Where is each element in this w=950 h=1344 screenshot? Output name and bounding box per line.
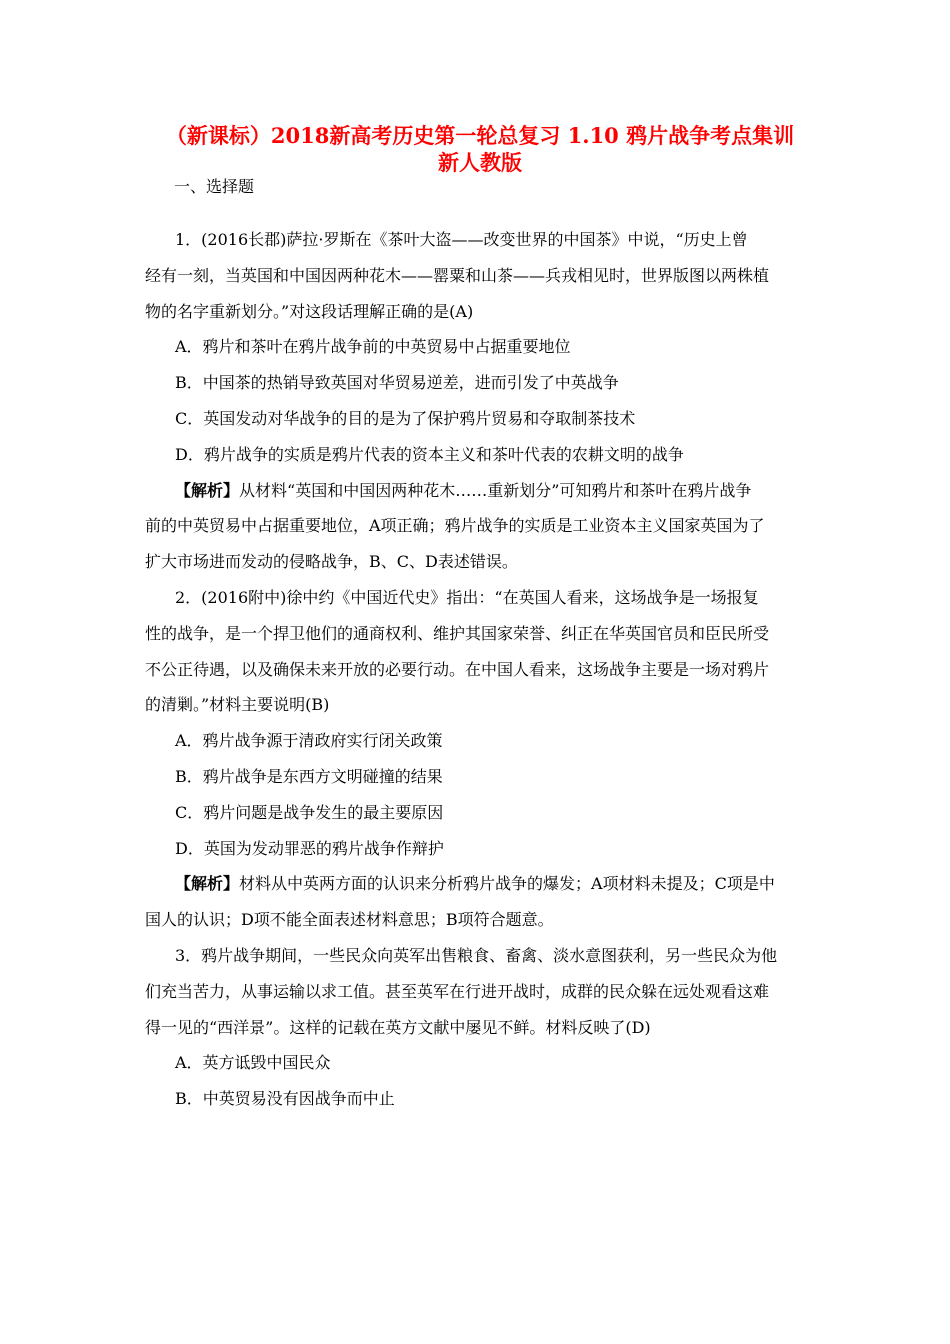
text-line [175, 872, 775, 896]
line-text: 的清剿。”材料主要说明(B) [145, 695, 330, 715]
text-line [175, 586, 759, 610]
line-text: 经有一刻，当英国和中国因两种花木——罂粟和山茶——兵戎相见时，世界版图以两株植 [145, 265, 770, 285]
text-line [175, 443, 684, 467]
line-text: A．英方诋毁中国民众 [175, 1053, 331, 1073]
line-text: 从材料“英国和中国因两种花木……重新划分”可知鸦片和茶叶在鸦片战争 [239, 480, 752, 500]
text-line [145, 908, 554, 932]
line-text: B．鸦片战争是东西方文明碰撞的结果 [175, 767, 443, 786]
text-line [175, 765, 443, 789]
text-line [145, 658, 769, 682]
document-title-line1: （新课标）2018新高考历史第一轮总复习 1.10 鸦片战争考点集训 [165, 123, 795, 148]
text-line [175, 228, 748, 252]
line-text: 物的名字重新划分。”对这段话理解正确的是(A) [145, 301, 474, 321]
line-text: D．鸦片战争的实质是鸦片代表的资本主义和茶叶代表的农耕文明的战争 [175, 444, 684, 464]
line-text: C．鸦片问题是战争发生的最主要原因 [175, 802, 444, 822]
line-text: 材料从中英两方面的认识来分析鸦片战争的爆发；A项材料未提及；C项是中 [239, 874, 775, 894]
text-line [145, 980, 769, 1004]
section-heading: 一、选择题 [174, 177, 255, 196]
line-text: 得一见的“西洋景”。这样的记载在英方文献中屡见不鲜。材料反映了(D) [145, 1017, 651, 1037]
text-line [145, 622, 769, 646]
text-line [175, 1051, 331, 1075]
text-line [145, 264, 769, 288]
line-text: 前的中英贸易中占据重要地位，A项正确；鸦片战争的实质是工业资本主义国家英国为了 [145, 516, 765, 536]
text-line [175, 729, 443, 753]
document-title-line2: 新人教版 [438, 150, 522, 175]
text-line [145, 514, 765, 538]
text-line [175, 801, 443, 825]
text-line [175, 479, 751, 503]
text-line [175, 335, 571, 359]
line-text: 们充当苦力，从事运输以求工值。甚至英军在行进开战时，成群的民众躲在远处观看这难 [145, 981, 770, 1001]
text-line [175, 371, 619, 395]
line-text: C．英国发动对华战争的目的是为了保护鸦片贸易和夺取制茶技术 [175, 409, 636, 428]
line-text: 不公正待遇，以及确保未来开放的必要行动。在中国人看来，这场战争主要是一场对鸦片 [145, 659, 770, 679]
text-line [175, 1087, 395, 1111]
line-text: A．鸦片和茶叶在鸦片战争前的中英贸易中占据重要地位 [175, 337, 571, 357]
analysis-label: 【解析】 [175, 480, 240, 500]
analysis-label: 【解析】 [175, 874, 240, 894]
text-line [145, 693, 329, 717]
line-text: 扩大市场进而发动的侵略战争，B、C、D表述错误。 [145, 552, 518, 572]
line-text: 3．鸦片战争期间，一些民众向英军出售粮食、畜禽、淡水意图获利，另一些民众为他 [175, 946, 778, 965]
text-line [145, 550, 518, 574]
text-line [175, 837, 444, 861]
line-text: 2．(2016附中)徐中约《中国近代史》指出：“在英国人看来，这场战争是一场报复 [175, 588, 759, 607]
text-line [175, 407, 635, 431]
line-text: B．中国茶的热销导致英国对华贸易逆差，进而引发了中英战争 [175, 373, 619, 393]
text-line [145, 300, 473, 324]
text-line [175, 944, 777, 968]
text-line [145, 1016, 651, 1040]
line-text: 1．(2016长郡)萨拉·罗斯在《茶叶大盗——改变世界的中国茶》中说，“历史上曾 [175, 230, 748, 249]
line-text: 性的战争，是一个捍卫他们的通商权利、维护其国家荣誉、纠正在华英国官员和臣民所受 [145, 623, 770, 643]
line-text: A．鸦片战争源于清政府实行闭关政策 [175, 731, 443, 751]
line-text: D．英国为发动罪恶的鸦片战争作辩护 [175, 838, 444, 858]
line-text: 国人的认识；D项不能全面表述材料意思；B项符合题意。 [145, 910, 554, 930]
line-text: B．中英贸易没有因战争而中止 [175, 1089, 395, 1109]
